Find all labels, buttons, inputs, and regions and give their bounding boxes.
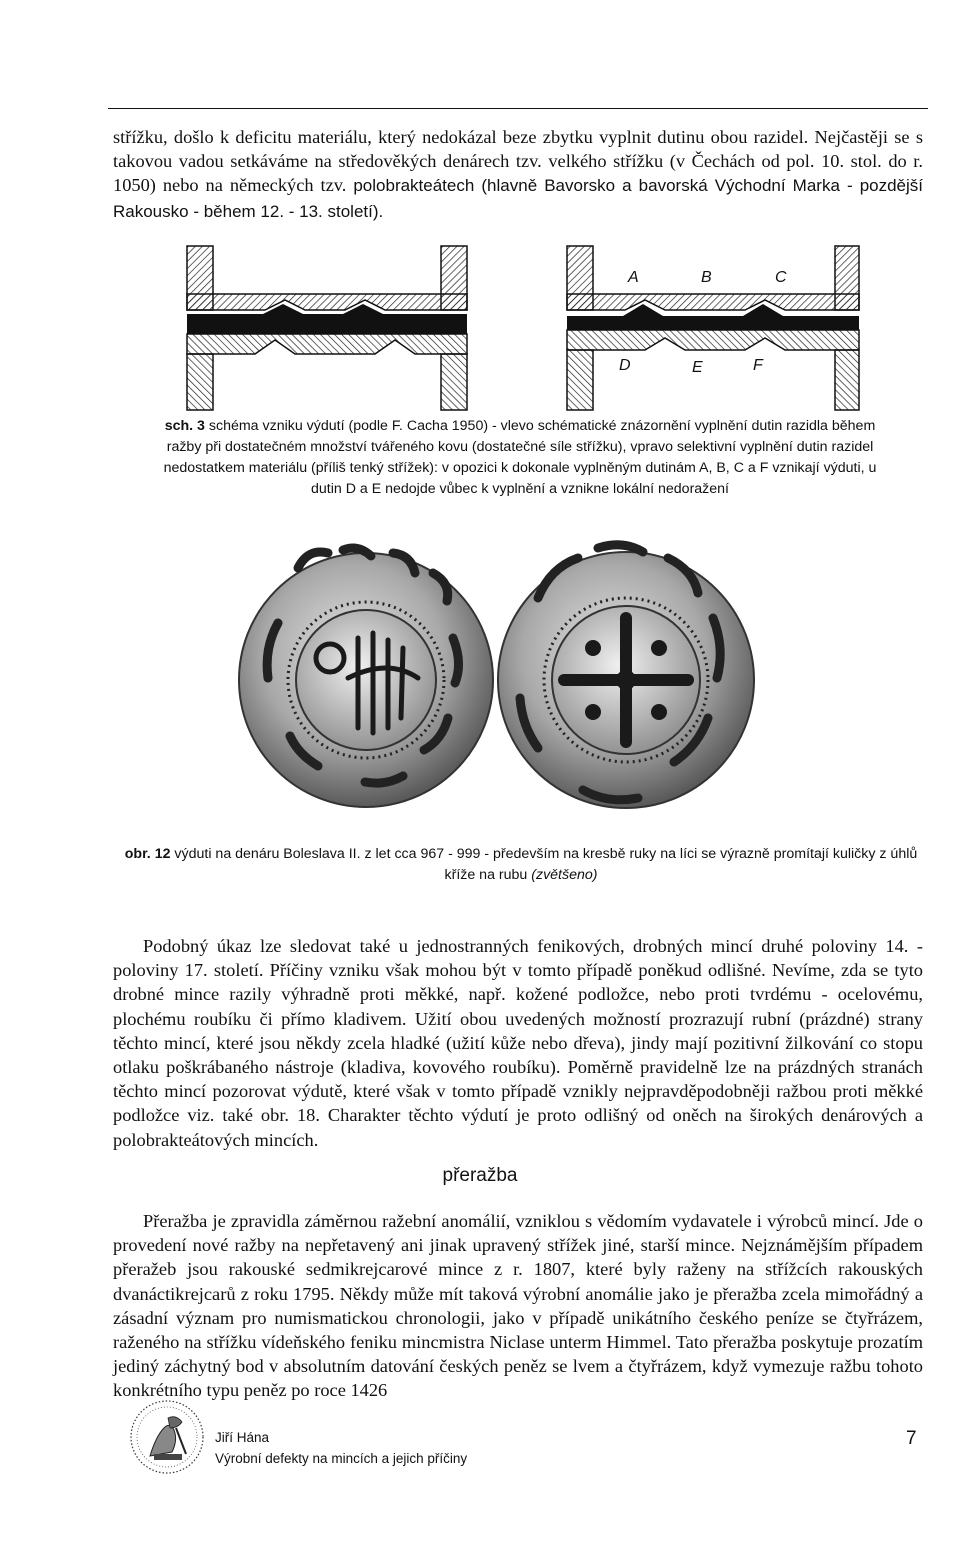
body-paragraph-1-text: Podobný úkaz lze sledovat také u jednostranných fenikových, drobných mincí druhé poloviny 14. - poloviny 17. století. Příčiny vzniku však mohou být v tomto případě poněkud odlišné. Nevíme, zda se tyto drobné mince razily výhradně proti měkké, např. kožené podložce, nebo proti tvrdému - ocelovému, plochému roubíku či přímo kladivem. Užití obou uvedených možností prozrazují rubní (prázdné) strany těchto mincí, které jsou někdy zcela hladké (užití kůže nebo dřeva), jindy mají pozitivní žilkování co stopu otlaku poškrábaného nástroje (kladiva, kovového roubíku). Poměrně pravidelně lze na prázdných stranách těchto mincí pozorovat výdutě, které však v tomto případě vznikly nejpravděpodobněji ražbou proti měkké podložce viz. také obr. 18. Charakter těchto výdutí je proto odlišný od oněch na širokých denárových a polobrakteátových mincích. [113, 936, 923, 1150]
figure12-caption [118, 844, 924, 886]
intro-paragraph-part1: střížku, došlo k deficitu materiálu, který nedokázal beze zbytku vyplnit dutinu obou razidel. Nejčastěji se s takovou vadou setkáváme na středověkých denárech tzv. velkého střížku (v Čechách od pol. 10. stol. do r. 1050) nebo na německých tzv. [113, 127, 923, 196]
coin-reverse [498, 545, 754, 808]
label-f: F [753, 357, 763, 374]
label-d: D [619, 357, 631, 374]
page-number: 7 [906, 1428, 917, 1449]
coin-photo-figure [238, 528, 758, 838]
intro-paragraph [113, 125, 923, 224]
schema-right [567, 246, 859, 410]
footer-book-title: Výrobní defekty na mincích a jejich příčiny [215, 1451, 468, 1466]
figure3-caption-prefix: sch. 3 [164, 418, 205, 434]
label-b: B [701, 269, 712, 286]
body-paragraph-2 [113, 1209, 923, 1403]
label-c: C [775, 269, 787, 286]
schema-left [187, 246, 467, 410]
author-emblem-logo [128, 1398, 206, 1476]
label-e: E [692, 359, 703, 376]
footer-author: Jiří Hána [215, 1430, 270, 1445]
figure3-caption [160, 416, 880, 500]
body-paragraph-1 [113, 934, 923, 1152]
figure12-caption-prefix: obr. 12 [124, 846, 171, 862]
figure12-caption-text: výduti na denáru Boleslava II. z let cca 967 - 999 - především na kresbě ruky na líci se výrazně promítají kuličky z úhlů kříže na rubu [170, 846, 918, 883]
intro-paragraph-part2: polobrakteátech (hlavně Bavorsko a bavorská Východní Marka - pozdější Rakousko - během 12. - 13. století). [113, 176, 924, 221]
section-heading: přeražba [442, 1165, 518, 1186]
header-rule [108, 108, 928, 109]
coin-obverse [239, 548, 493, 807]
body-paragraph-2-text: Přeražba je zpravidla záměrnou ražební anomálií, vzniklou s vědomím vydavatele i výrobců mincí. Jde o provedení nové ražby na nepřetavený ani jinak upravený střížek jiné, starší mince. Nejznámějším případem přeražeb jsou rakouské sedmikrejcarové mince z r. 1807, které byly raženy na střížcích rakouských dvanáctikrejcarů z roku 1795. Někdy může mít taková výrobní anomálie jako je přeražba zcela mimořádný a zásadní význam pro numismatickou chronologii, jako v případě unikátního českého peníze se čtyřrázem, raženého na střížku vídeňského feniku mincmistra Niclase unterm Himmel. Tato přeražba poskytuje prozatím jediný záchytný bod v absolutním datování českých peněz se lvem a čtyřrázem, když vymezuje ražbu tohoto konkrétního typu peněz po roce 1426 [113, 1211, 923, 1401]
figure12-caption-suffix: (zvětšeno) [531, 867, 598, 883]
die-schema-figure [185, 242, 860, 412]
figure3-caption-text: schéma vzniku výdutí (podle F. Cacha 1950) - vlevo schématické znázornění vyplnění dutin razidla během ražby při dostatečném množství tvářeného kovu (dostatečné síle střížku), vpravo selektivní vyplnění dutin razidel nedostatkem materiálu (příliš tenký střížek): v opozici k dokonale vyplněným dutinám A, B, C a F vznikají výduti, u dutin D a E nedojde vůbec k vyplnění a vznikne lokální nedoražení [163, 418, 877, 497]
label-a: A [628, 269, 639, 286]
